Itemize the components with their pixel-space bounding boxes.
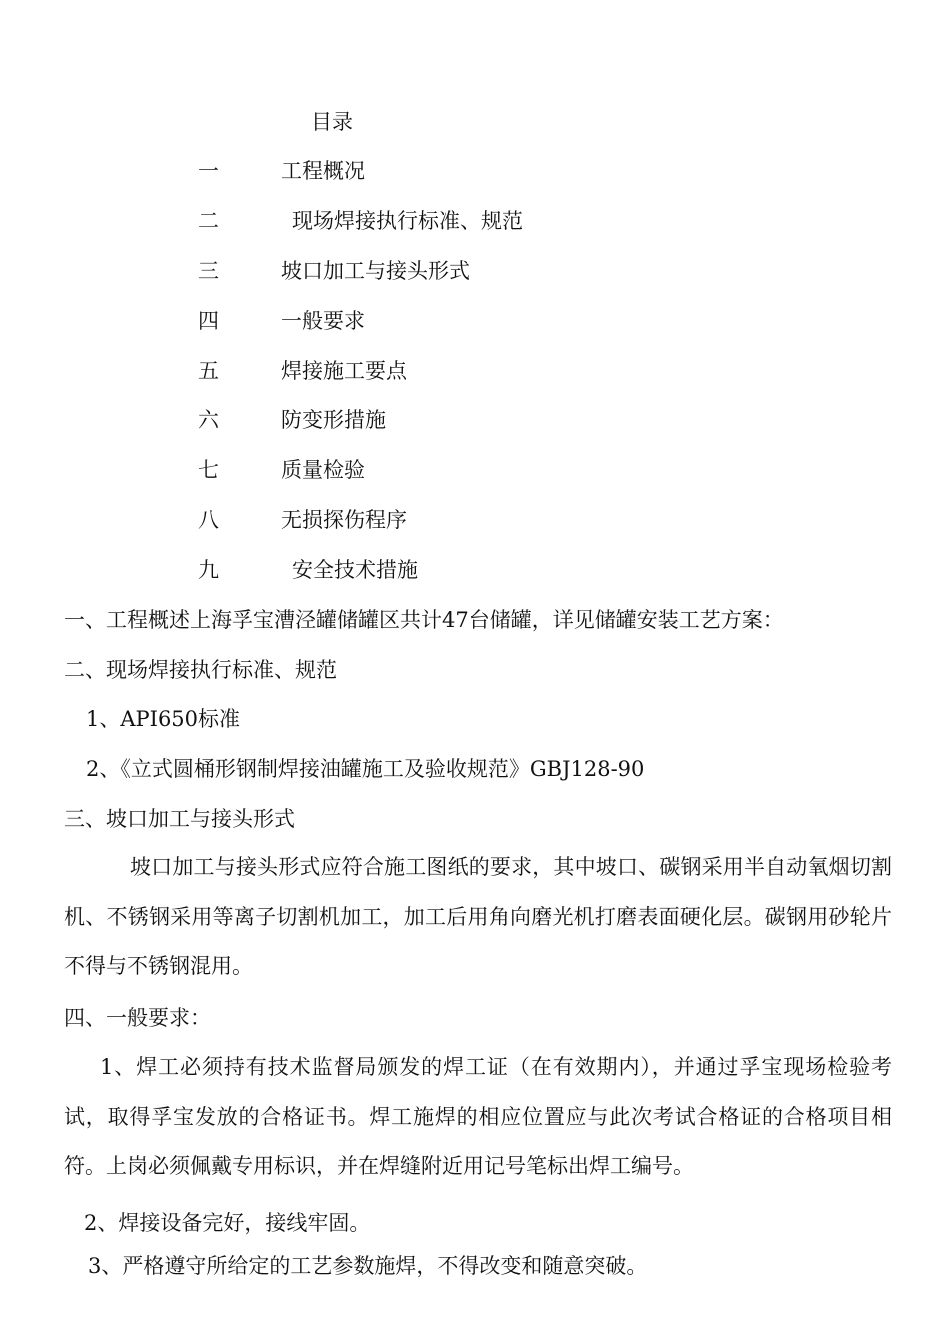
toc-item-number: 七 [198, 458, 219, 482]
section3-paragraph: 坡口加工与接头形式应符合施工图纸的要求，其中坡口、碳钢采用半自动氧烟切割机、不锈钢采用等离子切割机加工，加工后用角向磨光机打磨表面硬化层。碳钢用砂轮片不得与不锈钢混用。 [64, 855, 892, 978]
toc-item-number: 五 [198, 359, 219, 383]
toc-item-number: 九 [198, 558, 219, 582]
section2-heading: 二、现场焊接执行标准、规范 [64, 658, 337, 682]
toc-item-text: 防变形措施 [281, 408, 386, 432]
section1-text: 一、工程概述上海孚宝漕泾罐储罐区共计47台储罐，详见储罐安装工艺方案： [64, 608, 784, 632]
toc-item-number: 一 [198, 159, 219, 183]
toc-item-number: 八 [198, 508, 219, 532]
toc-item-number: 四 [198, 309, 219, 333]
section4-item-3: 3、严格遵守所给定的工艺参数施焊，不得改变和随意突破。 [88, 1254, 648, 1278]
toc-item-text: 坡口加工与接头形式 [281, 259, 470, 283]
toc-item-text: 安全技术措施 [292, 558, 418, 582]
toc-item-text: 现场焊接执行标准、规范 [292, 209, 523, 233]
toc-item-number: 六 [198, 408, 219, 432]
toc-item-number: 三 [198, 259, 219, 283]
section2-item-1: 1、API650标准 [86, 707, 241, 731]
toc-item-number: 二 [198, 209, 219, 233]
toc-title: 目录 [311, 110, 353, 134]
section4-item-2: 2、焊接设备完好，接线牢固。 [84, 1211, 371, 1235]
toc-item-text: 焊接施工要点 [281, 359, 407, 383]
section2-item-2: 2、《立式圆桶形钢制焊接油罐施工及验收规范》GBJ128-90 [86, 757, 645, 781]
toc-item-text: 工程概况 [281, 159, 365, 183]
toc-item-text: 一般要求 [281, 309, 365, 333]
section3-heading: 三、坡口加工与接头形式 [64, 807, 295, 831]
toc-item-text: 质量检验 [281, 458, 365, 482]
section4-item-1: 1、焊工必须持有技术监督局颁发的焊工证（在有效期内），并通过孚宝现场检验考试，取得孚宝发放的合格证书。焊工施焊的相应位置应与此次考试合格证的合格项目相符。上岗必须佩戴专用标识，并在焊缝附近用记号笔标出焊工编号。 [64, 1055, 892, 1178]
section4-heading: 四、一般要求： [64, 1006, 211, 1030]
toc-item-text: 无损探伤程序 [281, 508, 407, 532]
